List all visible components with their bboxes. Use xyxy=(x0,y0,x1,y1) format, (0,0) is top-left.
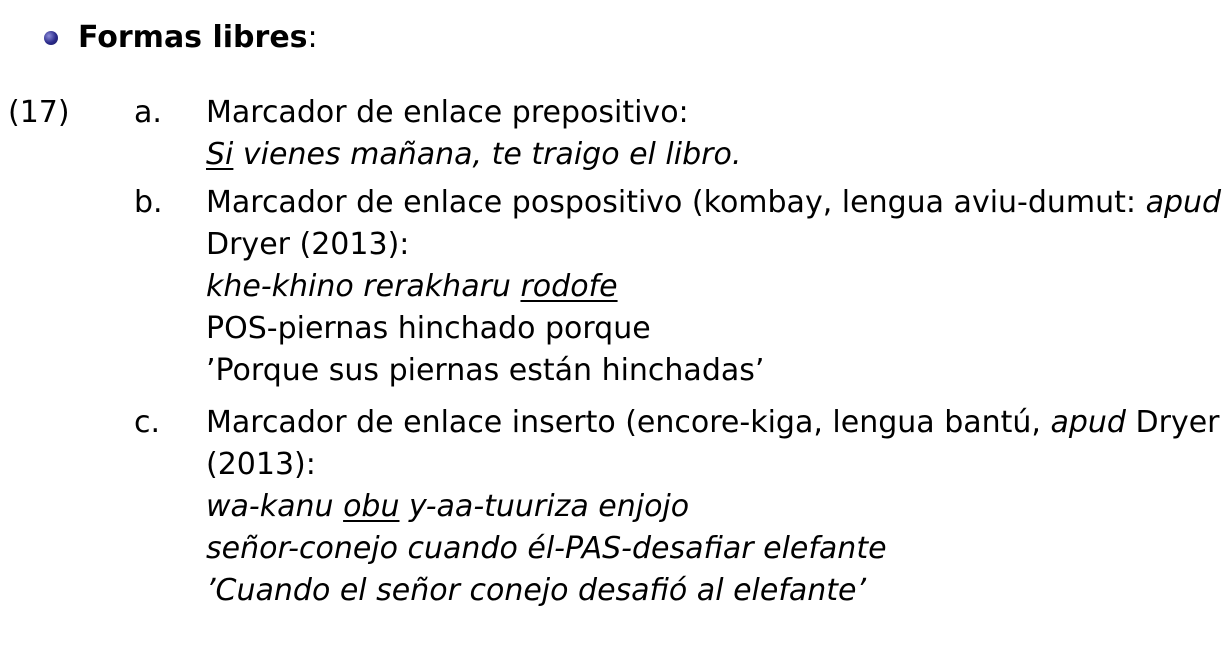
item-label-a: a. xyxy=(134,95,162,130)
item-a-sentence xyxy=(206,134,1204,176)
item-label-c: c. xyxy=(134,405,161,440)
item-b-marker: rodofe xyxy=(520,269,618,304)
example-item-c xyxy=(134,402,1220,612)
item-b-gloss-pre: khe-khino rerakharu xyxy=(206,269,521,304)
item-b-heading-line2: Dryer (2013): xyxy=(206,227,410,262)
bullet-colon: : xyxy=(307,20,318,55)
item-b-free-translation: ’Porque sus piernas están hinchadas’ xyxy=(206,353,765,388)
example-item-b xyxy=(134,182,1222,392)
item-c-heading-line1 xyxy=(206,402,1220,444)
item-b-heading-text: Marcador de enlace pospositivo (kombay, lengua aviu-dumut: xyxy=(206,185,1146,220)
item-c-heading-text: Marcador de enlace inserto (encore-kiga, lengua bantú, xyxy=(206,405,1051,440)
item-a-heading: Marcador de enlace prepositivo: xyxy=(206,95,689,130)
item-c-free-translation: ’Cuando el señor conejo desafió al elefante’ xyxy=(206,573,867,608)
item-body-b xyxy=(206,182,1222,392)
item-b-heading-line1 xyxy=(206,182,1222,224)
bullet-icon xyxy=(44,31,58,45)
item-label-b: b. xyxy=(134,185,163,220)
item-a-sentence-rest: vienes mañana, te traigo el libro. xyxy=(233,137,742,172)
item-c-gloss-source xyxy=(206,486,1204,528)
item-body-a xyxy=(206,92,1204,176)
item-b-gloss-source xyxy=(206,266,1204,308)
bullet-heading xyxy=(44,20,318,55)
item-body-c xyxy=(206,402,1220,612)
item-b-gloss-translation: POS-piernas hinchado porque xyxy=(206,311,651,346)
item-c-marker: obu xyxy=(343,489,400,524)
item-c-gloss-pre: wa-kanu xyxy=(206,489,344,524)
item-a-marker: Si xyxy=(206,137,234,172)
item-c-heading-line2: (2013): xyxy=(206,447,316,482)
item-c-apud: apud xyxy=(1050,405,1126,440)
bullet-title: Formas libres xyxy=(78,20,308,55)
example-number: (17) xyxy=(8,95,70,130)
item-b-apud: apud xyxy=(1145,185,1222,220)
item-c-gloss-translation: señor-conejo cuando él-PAS-desafiar elefante xyxy=(206,531,887,566)
item-c-gloss-post: y-aa-tuuriza enjojo xyxy=(399,489,690,524)
example-item-a xyxy=(134,92,1204,176)
item-c-heading-post: Dryer xyxy=(1125,405,1220,440)
